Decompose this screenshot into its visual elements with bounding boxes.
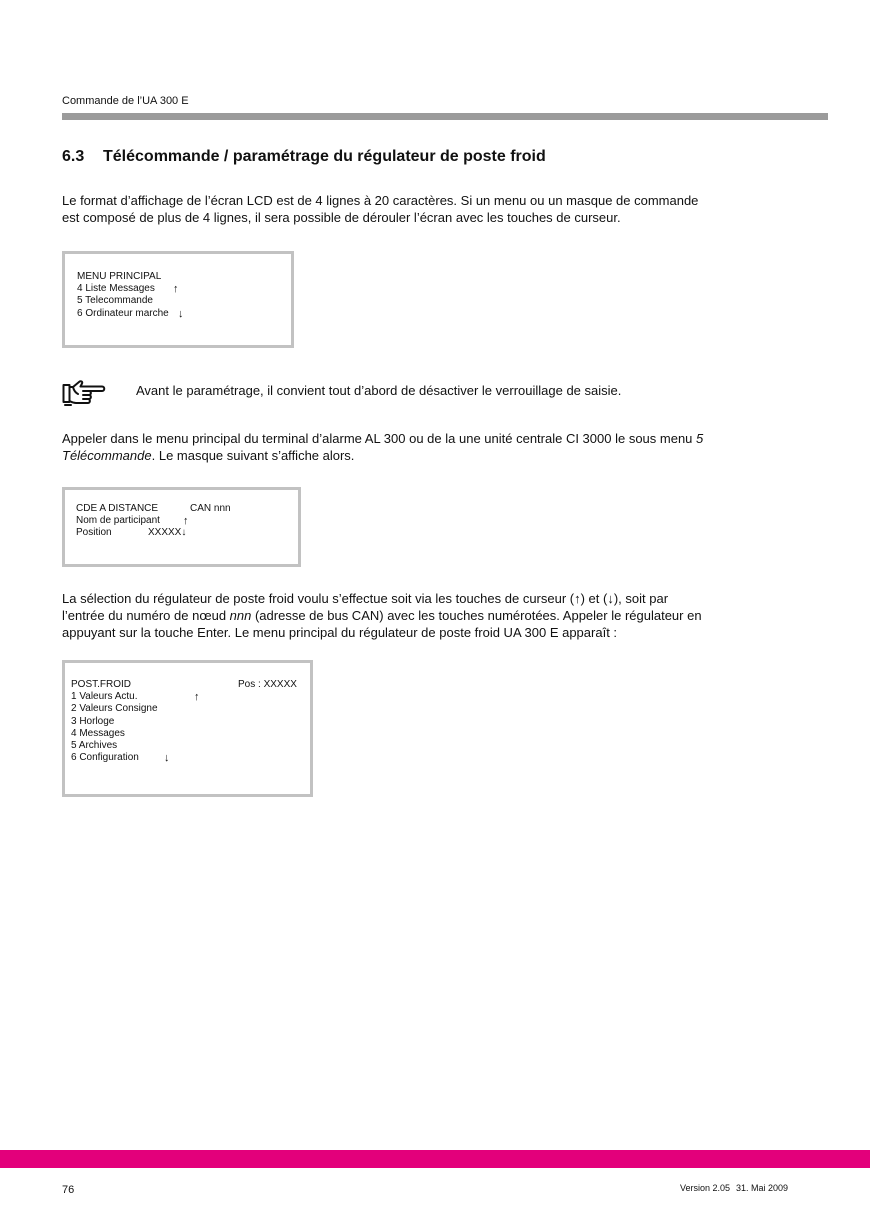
lcd-line-label: POST.FROID <box>71 679 132 690</box>
lcd-line-label: 4 Liste Messages <box>77 283 155 295</box>
paragraph-line <box>62 607 702 624</box>
lcd-line <box>76 527 298 539</box>
paragraph-line: appuyant sur la touche Enter. Le menu principal du régulateur de poste froid UA 300 E apparaît : <box>62 625 618 640</box>
lcd-line-label: 5 Archives <box>71 739 118 751</box>
paragraph-text: . Le masque suivant s’affiche alors. <box>151 448 355 463</box>
lcd-line-value: CAN nnn <box>190 503 231 514</box>
lcd-line <box>71 728 310 740</box>
menu-reference-italic: Télécommande <box>62 448 152 463</box>
lcd-line <box>71 752 310 764</box>
lcd-line-label: 5 Telecommande <box>77 295 153 307</box>
paragraph-text: (adresse de bus CAN) avec les touches numérotées. Appeler le régulateur en <box>251 608 702 623</box>
running-title: Commande de l’UA 300 E <box>62 95 189 107</box>
lcd-line <box>71 691 310 703</box>
footer-band <box>0 1150 870 1168</box>
scroll-up-arrow-icon: ↑ <box>194 691 200 704</box>
lcd-line-label: 1 Valeurs Actu. <box>71 691 138 703</box>
lcd-line-label: 3 Horloge <box>71 715 115 727</box>
pointing-hand-icon <box>62 378 106 408</box>
lcd-line-value: Pos : XXXXX <box>238 679 297 690</box>
note-text: Avant le paramétrage, il convient tout d’abord de désactiver le verrouillage de saisie. <box>136 383 622 398</box>
menu-reference-italic: 5 <box>696 431 704 446</box>
lcd-screen-remote-control <box>62 487 301 567</box>
lcd-line <box>76 503 298 515</box>
lcd-line-label: Position <box>76 527 112 539</box>
lcd-line <box>71 703 310 715</box>
footer-version: Version 2.05 <box>680 1183 731 1193</box>
lcd-line-label: 6 Ordinateur marche <box>77 307 169 319</box>
lcd-line <box>77 271 291 283</box>
section-title: Télécommande / paramétrage du régulateur de poste froid <box>103 148 546 165</box>
selection-paragraph <box>62 590 702 641</box>
scroll-up-arrow-icon: ↑ <box>183 515 189 528</box>
paragraph-line: Le format d’affichage de l’écran LCD est de 4 lignes à 20 caractères. Si un menu ou un masque de commande <box>62 193 699 208</box>
section-heading <box>62 147 546 167</box>
page-number: 76 <box>62 1184 75 1196</box>
scroll-down-arrow-icon: ↓ <box>178 307 184 320</box>
lcd-line-label: 4 Messages <box>71 727 125 739</box>
paragraph-line <box>62 430 703 447</box>
scroll-up-arrow-icon: ↑ <box>173 283 179 296</box>
section-number: 6.3 <box>62 148 85 165</box>
paragraph-line <box>62 447 703 464</box>
paragraph-text: l’entrée du numéro de nœud <box>62 608 230 623</box>
lcd-line-label: 2 Valeurs Consigne <box>71 703 158 715</box>
header-rule <box>62 113 828 120</box>
intro-paragraph <box>62 193 698 226</box>
lcd-line <box>71 679 310 691</box>
footer-date: 31. Mai 2009 <box>736 1183 789 1193</box>
node-number-italic: nnn <box>229 608 252 623</box>
lcd-line-label: MENU PRINCIPAL <box>77 271 162 282</box>
paragraph-line: est composé de plus de 4 lignes, il sera possible de dérouler l’écran avec les touches de curseur. <box>62 209 621 225</box>
lcd-line <box>71 716 310 728</box>
lcd-screen-cold-station-menu <box>62 660 313 797</box>
lcd-line-label: 6 Configuration <box>71 752 139 764</box>
call-paragraph <box>62 430 703 464</box>
lcd-line-label: CDE A DISTANCE <box>76 503 159 514</box>
lcd-line <box>76 515 298 527</box>
lcd-line-value: XXXXX↓ <box>148 527 187 539</box>
paragraph-line: La sélection du régulateur de poste froid voulu s’effectue soit via les touches de curseur (↑) et (↓), soit par <box>62 591 669 606</box>
lcd-line <box>71 740 310 752</box>
lcd-line <box>77 308 291 320</box>
paragraph-text: Appeler dans le menu principal du terminal d’alarme AL 300 ou de la une unité centrale CI 3000 le sous menu <box>62 431 697 446</box>
lcd-screen-main-menu <box>62 251 294 348</box>
scroll-down-arrow-icon: ↓ <box>164 752 170 765</box>
lcd-line <box>77 295 291 307</box>
lcd-line-label: Nom de participant <box>76 515 160 527</box>
lcd-line <box>77 283 291 295</box>
